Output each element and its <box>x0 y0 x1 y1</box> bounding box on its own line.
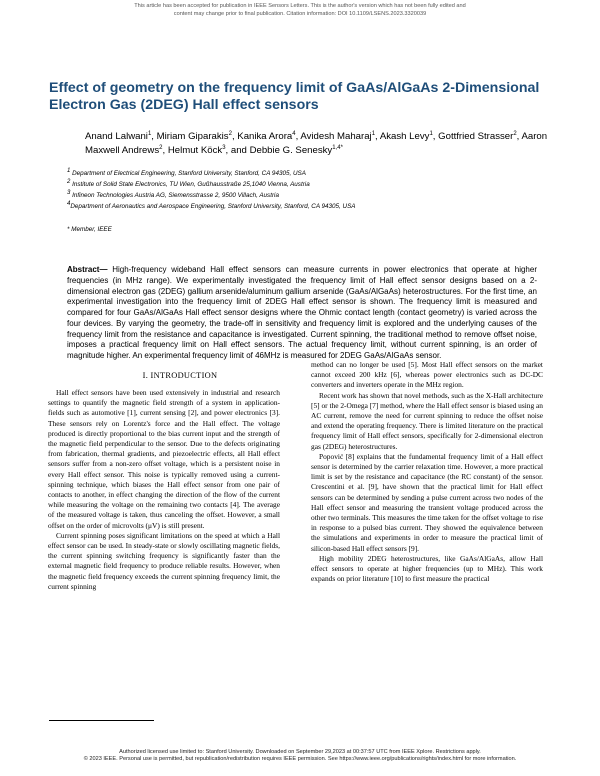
abstract-text: High-frequency wideband Hall effect sensors can measure currents in power electronics that operate at higher frequencies (in MHz range). We experimentally investigated the frequency limit of Hall effect sensor designs based on a 2-dimensional electron gas (2DEG) gallium arsenide/aluminum gallium arsenide (GaAs/AlGaAs) heterostructures. For the first time, an experimental investigation into the frequency limit of 2DEG Hall effect sensor is shown. The frequency limit is measured and compared for four GaAs/AlGaAs Hall effect sensor designs where the Ohmic contact length (contact geometry) is varied across the four devices. By varying the geometry, the trade-off in sensitivity and frequency limit is explored and the underlying causes of the frequency limit from the resistance and capacitance is investigated. Current spinning, the traditional method to remove offset noise, imposes a practical frequency limit on Hall effect sensors. The actual frequency limit, without current spinning, is an order of magnitude higher. An experimental frequency limit of 46MHz is measured for 2DEG GaAs/AlGaAs sensor. <box>67 265 537 360</box>
paper-title <box>49 80 559 114</box>
paragraph: High mobility 2DEG heterostructures, like GaAs/AlGaAs, allow Hall effect sensors to operate at higher frequencies (up to MHz). This work expands on prior literature [10] to first measure the practical <box>311 553 543 584</box>
author-name: Aaron Maxwell Andrews <box>85 131 548 156</box>
right-column <box>311 360 543 584</box>
affiliation-number: 2 <box>67 178 71 185</box>
license-footer <box>0 749 600 762</box>
affiliation-text: Department of Electrical Engineering, Stanford University, Stanford, CA 94305, USA <box>72 170 306 177</box>
paper-title-line-1: Effect of geometry on the frequency limit of GaAs/AlGaAs 2-Dimensional <box>49 80 540 96</box>
section-heading: I. INTRODUCTION <box>142 371 218 380</box>
author-affiliation-mark: 3 <box>222 144 226 151</box>
affiliation-text: Infineon Technologies Austria AG, Siemensstrasse 2, 9500 Villach, Austria <box>72 192 279 199</box>
paragraph: Current spinning poses significant limitations on the speed at which a Hall effect sensor can be used. In steady-state or slowly oscillating magnetic fields, the current spinning switching frequency is significantly faster than the external magnetic field frequency to produce reliable results. However, when the magnetic field frequency exceeds the current spinning frequency limit, the current spinning <box>48 530 280 591</box>
author-affiliation-mark: 4 <box>292 130 296 137</box>
member-note: * Member, IEEE <box>67 226 112 233</box>
publication-notice-line-2: content may change prior to final publication. Citation information: DOI 10.1109/LSENS.2023.3320039 <box>173 11 427 17</box>
author-affiliation-mark: 2 <box>228 130 232 137</box>
affiliation-number: 3 <box>67 189 71 196</box>
affiliation-text: Institute of Solid State Electronics, TU Wien, Gußhausstraße 25,1040 Vienna, Austria <box>72 181 310 188</box>
affiliation-4 <box>67 200 547 211</box>
author-affiliation-mark: 1,4* <box>332 144 343 151</box>
publication-notice-line-1: This article has been accepted for publication in IEEE Sensors Letters. This is the author's version which has not been fully edited and <box>134 3 466 9</box>
footnote-divider <box>49 720 154 721</box>
author-affiliation-mark: 2 <box>159 144 163 151</box>
author-affiliation-mark: 1 <box>429 130 433 137</box>
paragraph: Popović [8] explains that the fundamental frequency limit of a Hall effect sensor is determined by the carrier relaxation time. However, a more practical limit is set by the resistance and capacitance (the RC constant) of the sensor. Crescentini et al. [9], have shown that the practical limit for Hall effect sensors can be determined by sending a pulse current across two nodes of the Hall effect sensor and measuring the transient voltage produced across the other two terminals. This measures the time taken for the offset voltage to rise in response to a pulsed bias current. They showed the equivalence between the simulations and experiments in order to measure the practical limit of silicon-based Hall effect sensors [9]. <box>311 451 543 553</box>
author-name: Helmut Köck <box>167 145 223 156</box>
affiliation-2 <box>67 178 547 189</box>
license-line-2: © 2023 IEEE. Personal use is permitted, but republication/redistribution requires IEEE permission. See https://www.ieee.org/publications/rights/index.html for more information. <box>83 756 517 762</box>
author-affiliation-mark: 1 <box>147 130 152 137</box>
affiliation-3 <box>67 189 547 200</box>
paragraph: method can no longer be used [5]. Most Hall effect sensors on the market cannot exceed 200 kHz [6], whereas power electronics such as DC-DC converters and inverters operate in the MHz region. <box>311 360 543 390</box>
author-name: Gottfried Strasser <box>438 131 514 142</box>
author-affiliation-mark: 2 <box>513 130 517 137</box>
abstract-label: Abstract— <box>67 265 108 274</box>
left-column <box>48 388 280 592</box>
publication-notice <box>0 2 600 18</box>
affiliation-number: 4 <box>67 200 71 207</box>
affiliation-1 <box>67 167 547 178</box>
author-name: Anand Lalwani <box>85 131 148 142</box>
paragraph: Hall effect sensors have been used extensively in industrial and research settings to quantify the magnetic field strength of a system in application-fields such as automotive [1], current sensing [2], and power electronics [3]. These sensors rely on Lorentz's force and the Hall effect. The voltage produced is directly proportional to the bias current input and the strength of the magnetic field perpendicular to the sensor. Due to the defects originating from fabrication, thermal gradients, and piezoelectric effects, all Hall effect sensors suffer from a non-zero offset voltage, which is a persistent noise in every Hall effect sensor. This noise is typically removed using a current-spinning technique, which biases the Hall effect sensor from one pair of contacts to another, in effect changing the direction of the flow of the current while measuring the voltage on the remaining two contacts [4]. The average of the measured voltage is taken, thus canceling the offset. However, a small offset on the order of microvolts (μV) is still present. <box>48 388 280 530</box>
paper-title-line-2: Electron Gas (2DEG) Hall effect sensors <box>49 97 319 113</box>
author-affiliation-mark: 1 <box>371 130 376 137</box>
abstract <box>67 265 537 362</box>
author-name: Miriam Giparakis <box>156 131 229 142</box>
author-name: Kanika Arora <box>237 131 293 142</box>
affiliation-text: Department of Aeronautics and Aerospace Engineering, Stanford University, Stanford, CA 94305, USA <box>70 203 356 210</box>
license-line-1: Authorized licensed use limited to: Stanford University. Downloaded on September 29,2023 at 00:37:57 UTC from IEEE Xplore. Restrictions apply. <box>119 749 481 755</box>
author-name: Debbie G. Senesky <box>249 145 333 156</box>
author-list: Anand Lalwani$^1$, Miriam Giparakis$^2$, Kanika Arora$^4$, Avidesh Maharaj$^1$, Akash Levy$^1$, Gottfried Strasser$^2$, Aaron Maxwell Andrews$^2$, Helmut Köck$^3$, and Debbie G. Senesky$^{1,4*}$ <box>85 130 548 156</box>
paragraph: Recent work has shown that novel methods, such as the X-Hall architecture [5] or the 2-Omega [7] method, where the Hall effect sensor is biased using an AC current, remove the need for current spinning to reduce the offset noise and extend the operating frequency. There is limited literature on the practical frequency limit of Hall effect sensors, specifically for 2-dimensional electron gas (2DEG) heterostructures. <box>311 390 543 451</box>
affiliation-number: 1 <box>67 167 71 174</box>
author-name: Avidesh Maharaj <box>300 131 372 142</box>
author-name: Akash Levy <box>379 131 430 142</box>
